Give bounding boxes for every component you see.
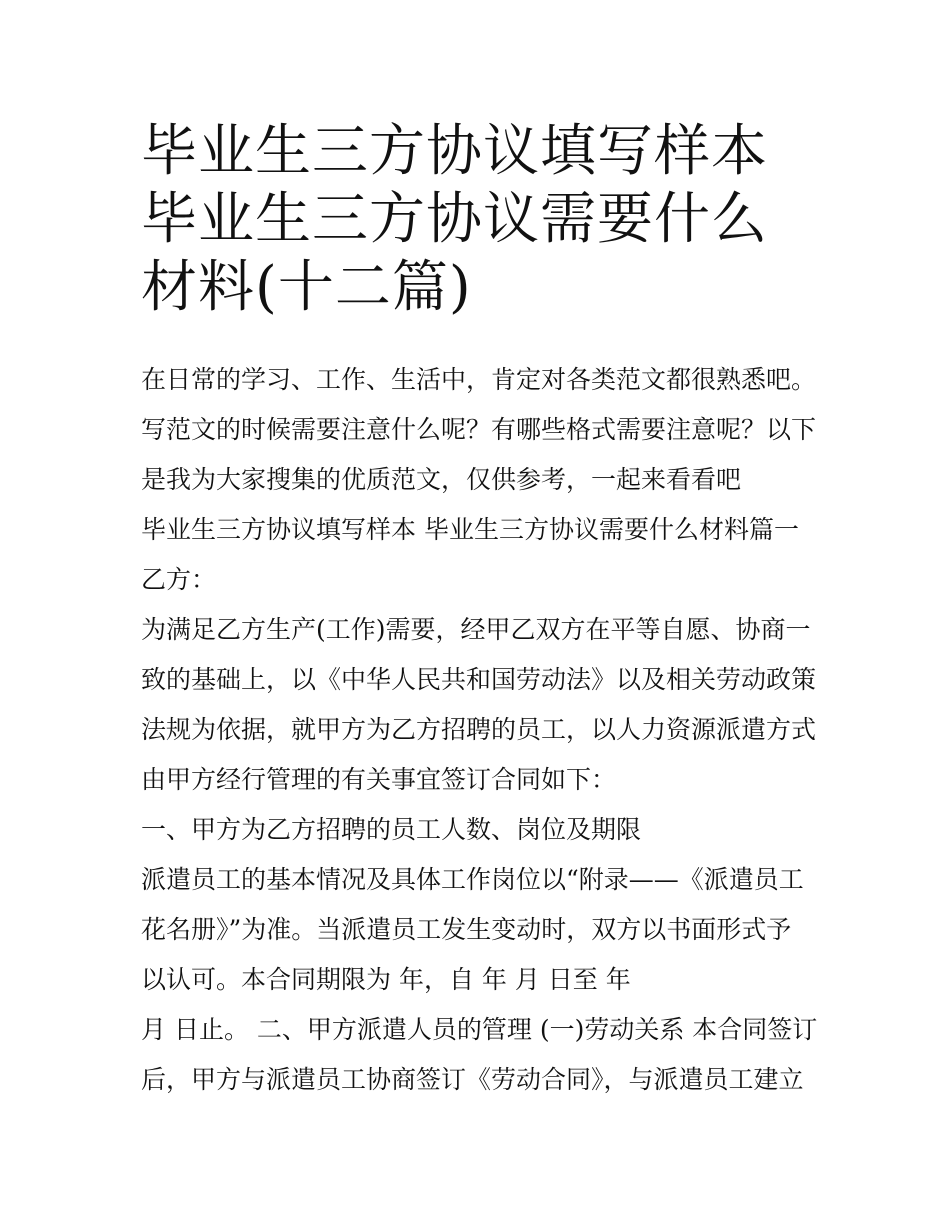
document-title: 毕业生三方协议填写样本 毕业生三方协议需要什么材料(十二篇) (141, 119, 768, 320)
body-line: 后，甲方与派遣员工协商签订《劳动合同》，与派遣员工建立 (141, 1065, 804, 1094)
clause-heading: 一、甲方为乙方招聘的员工人数、岗位及期限 (141, 815, 642, 844)
document-body (141, 355, 821, 1105)
body-line: 以认可。本合同期限为 年，自 年 月 日至 年 (141, 965, 631, 994)
body-line: 致的基础上，以《中华人民共和国劳动法》以及相关劳动政策 (141, 665, 817, 694)
body-line: 是我为大家搜集的优质范文，仅供参考，一起来看看吧 (141, 465, 742, 494)
section-heading: 毕业生三方协议填写样本 毕业生三方协议需要什么材料篇一 (141, 515, 799, 544)
body-line: 写范文的时候需要注意什么呢？有哪些格式需要注意呢？以下 (141, 415, 817, 444)
party-label: 乙方： (141, 565, 217, 594)
body-line: 法规为依据，就甲方为乙方招聘的员工，以人力资源派遣方式 (141, 715, 817, 744)
body-line: 在日常的学习、工作、生活中，肯定对各类范文都很熟悉吧。 (141, 365, 817, 394)
body-line: 花名册》”为准。当派遣员工发生变动时，双方以书面形式予 (141, 915, 792, 944)
body-line: 为满足乙方生产(工作)需要，经甲乙双方在平等自愿、协商一 (141, 615, 811, 644)
body-line: 月 日止。 二、甲方派遣人员的管理 (一)劳动关系 本合同签订 (141, 1015, 818, 1044)
body-line: 由甲方经行管理的有关事宜签订合同如下： (141, 765, 617, 794)
body-line: 派遣员工的基本情况及具体工作岗位以“附录——《派遣员工 (141, 865, 804, 894)
